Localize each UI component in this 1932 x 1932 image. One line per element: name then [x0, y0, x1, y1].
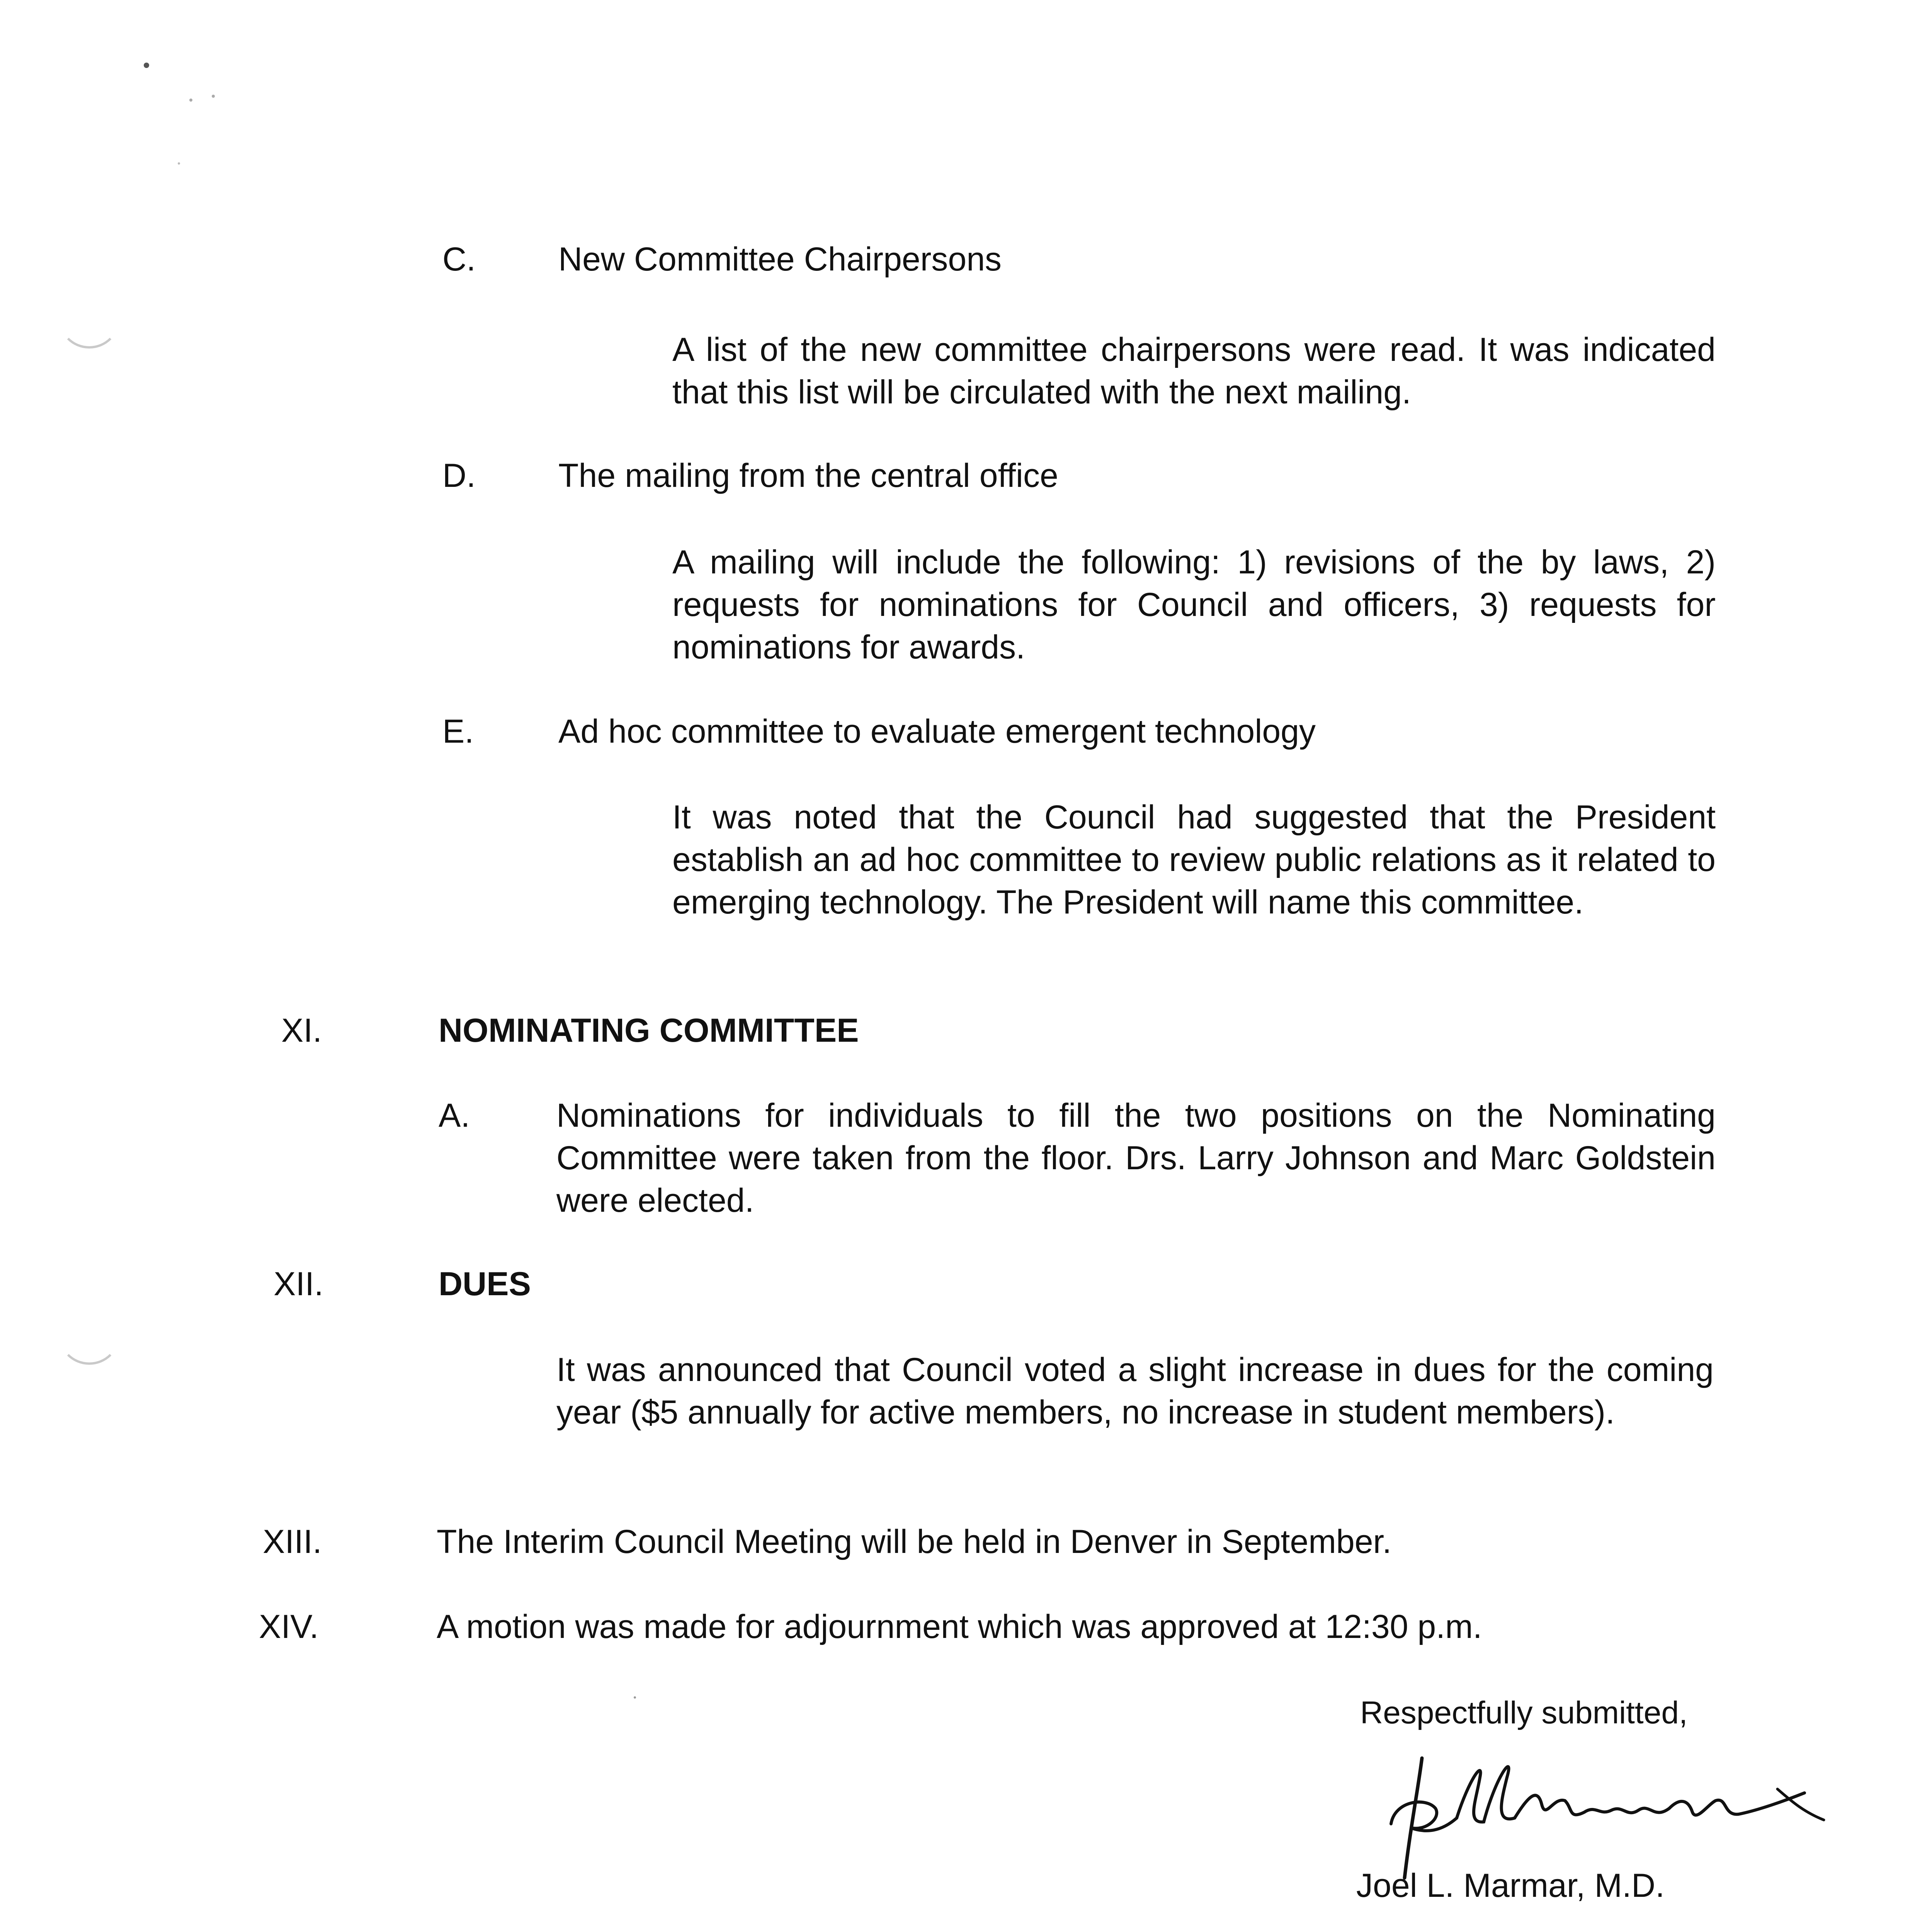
scan-speck — [634, 1696, 636, 1699]
scan-speck — [144, 63, 149, 68]
subsection-e-letter: E. — [442, 713, 474, 750]
subsection-d-body: A mailing will include the following: 1) revisions of the by laws, 2) requests for nominations for Council and officers, 3) requests for nominations for awards. — [672, 544, 1716, 666]
subsection-e-body: It was noted that the Council had suggested that the President establish an ad hoc committee to review public relations as it related to emerging technology. The President will name this committee. — [672, 799, 1716, 921]
closing-salutation: Respectfully submitted, — [1360, 1695, 1688, 1730]
section-xiii-text: The Interim Council Meeting will be held in Denver in September. — [437, 1523, 1392, 1560]
signer-name: Joel L. Marmar, M.D. — [1356, 1867, 1665, 1904]
binder-hole-top — [58, 286, 121, 349]
section-xii-heading: DUES — [439, 1265, 531, 1303]
subsection-e-title: Ad hoc committee to evaluate emergent technology — [558, 713, 1316, 750]
section-xii-numeral: XII. — [274, 1265, 324, 1303]
binder-hole-middle — [58, 1302, 121, 1365]
section-xiii-numeral: XIII. — [263, 1523, 322, 1560]
section-xi-item-text: Nominations for individuals to fill the two positions on the Nominating Committee were taken from the floor. Drs. Larry Johnson and Marc Goldstein were elected. — [556, 1097, 1716, 1219]
subsection-c-body: A list of the new committee chairpersons were read. It was indicated that this list will be circulated with the next mailing. — [672, 331, 1716, 411]
section-xii-body: It was announced that Council voted a slight increase in dues for the coming year ($5 annually for active members, no increase in student members). — [556, 1351, 1714, 1431]
subsection-d-letter: D. — [442, 457, 476, 494]
subsection-c-letter: C. — [442, 241, 476, 278]
section-xi-item-letter: A. — [439, 1097, 470, 1134]
section-xiv-numeral: XIV. — [259, 1608, 319, 1645]
scan-speck — [178, 162, 180, 165]
section-xi-heading: NOMINATING COMMITTEE — [439, 1012, 859, 1049]
scan-speck — [189, 99, 192, 102]
section-xi-numeral: XI. — [281, 1012, 322, 1049]
scan-speck — [212, 95, 215, 98]
subsection-d-title: The mailing from the central office — [558, 457, 1058, 494]
subsection-c-title: New Committee Chairpersons — [558, 241, 1002, 278]
section-xiv-text: A motion was made for adjournment which was approved at 12:30 p.m. — [437, 1608, 1482, 1645]
